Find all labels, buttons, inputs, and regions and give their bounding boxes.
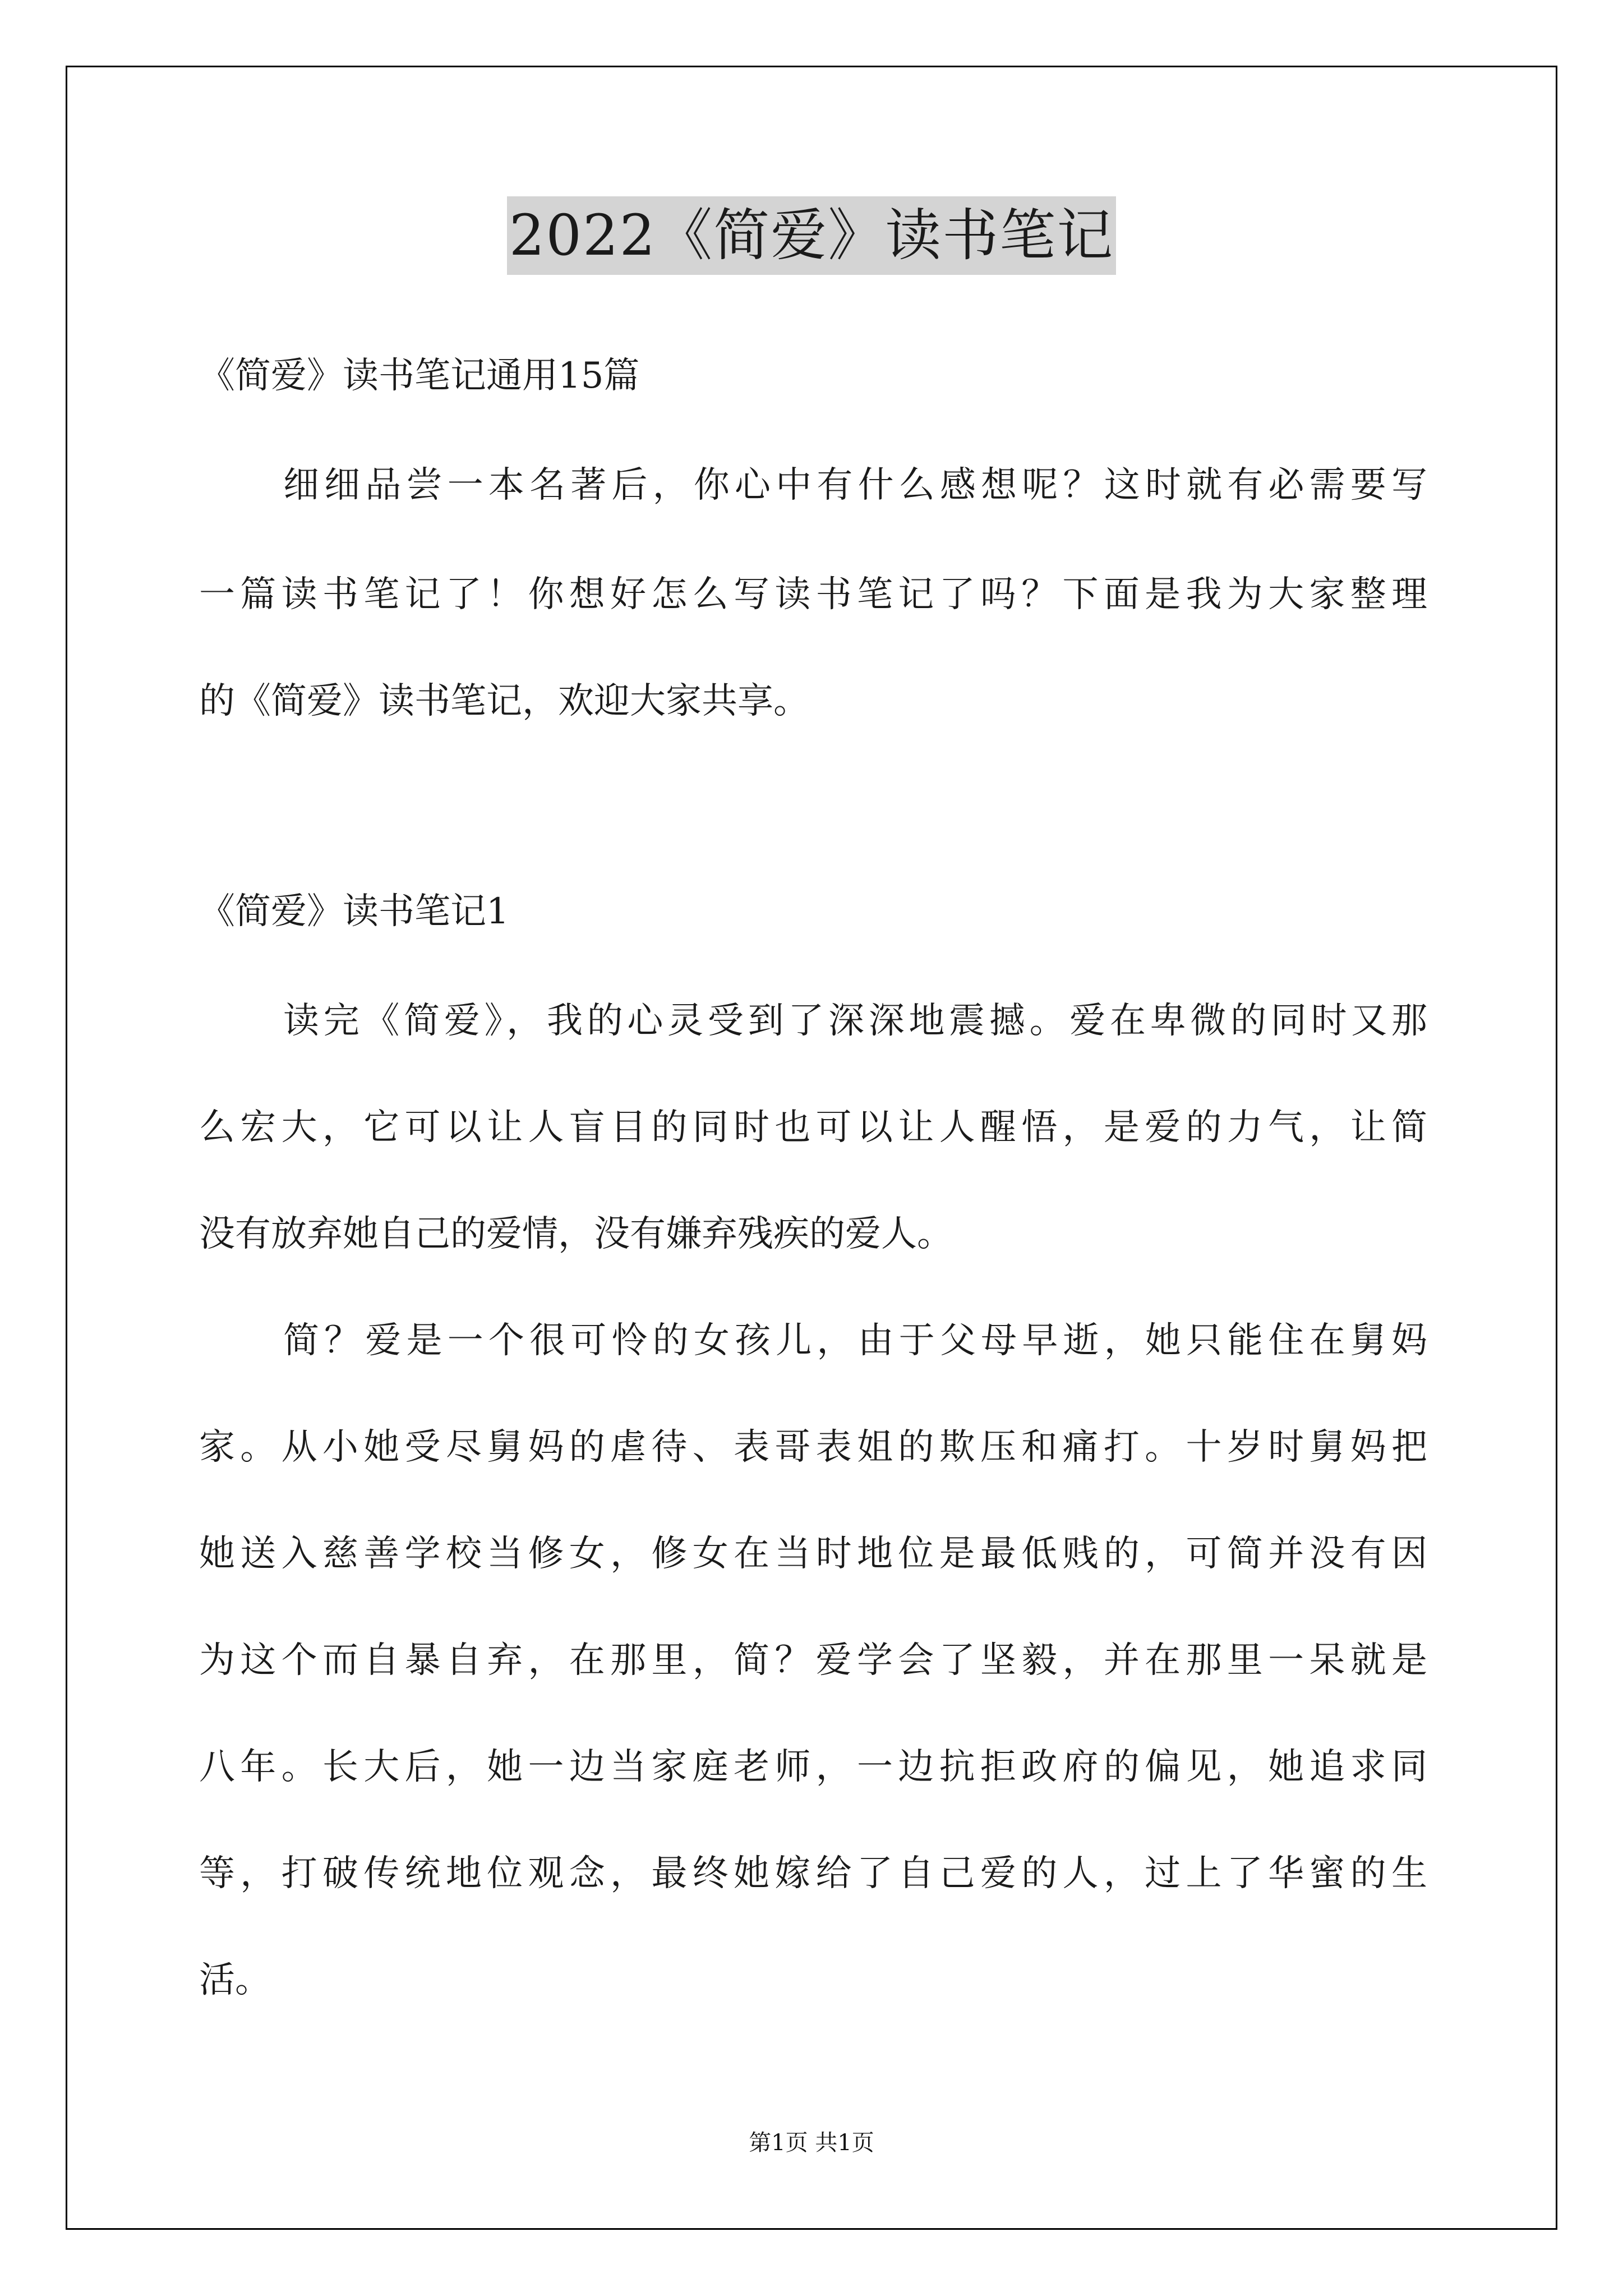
title-container xyxy=(0,196,1623,275)
paragraph-line: 没有放弃她自己的爱情，没有嫌弃残疾的爱人。 xyxy=(199,1213,953,1255)
paragraph-line: 等，打破传统地位观念，最终她嫁给了自己爱的人，过上了华蜜的生 xyxy=(199,1853,1427,1894)
page-footer: 第1页 共1页 xyxy=(749,2130,874,2156)
paragraph-line: 简？爱是一个很可怜的女孩儿，由于父母早逝，她只能住在舅妈 xyxy=(283,1320,1427,1361)
paragraph-line: 家。从小她受尽舅妈的虐待、表哥表姐的欺压和痛打。十岁时舅妈把 xyxy=(199,1427,1427,1468)
paragraph-line: 八年。长大后，她一边当家庭老师，一边抗拒政府的偏见，她追求同 xyxy=(199,1746,1427,1788)
document-title: 2022《简爱》读书笔记 xyxy=(507,196,1117,275)
intro-line: 细细品尝一本名著后，你心中有什么感想呢？这时就有必需要写 xyxy=(283,464,1427,506)
paragraph-line: 活。 xyxy=(199,1959,271,2001)
paragraph-line: 为这个而自暴自弃，在那里，简？爱学会了坚毅，并在那里一呆就是 xyxy=(199,1640,1427,1681)
intro-line: 的《简爱》读书笔记，欢迎大家共享。 xyxy=(199,680,809,722)
paragraph-line: 她送入慈善学校当修女，修女在当时地位是最低贱的，可简并没有因 xyxy=(199,1533,1427,1575)
section-heading: 《简爱》读书笔记1 xyxy=(199,891,509,932)
document-subtitle: 《简爱》读书笔记通用15篇 xyxy=(199,355,640,397)
paragraph-line: 么宏大，它可以让人盲目的同时也可以让人醒悟，是爱的力气，让简 xyxy=(199,1107,1427,1148)
paragraph-line: 读完《简爱》，我的心灵受到了深深地震撼。爱在卑微的同时又那 xyxy=(283,1000,1427,1042)
intro-line: 一篇读书笔记了！你想好怎么写读书笔记了吗？下面是我为大家整理 xyxy=(199,574,1427,615)
